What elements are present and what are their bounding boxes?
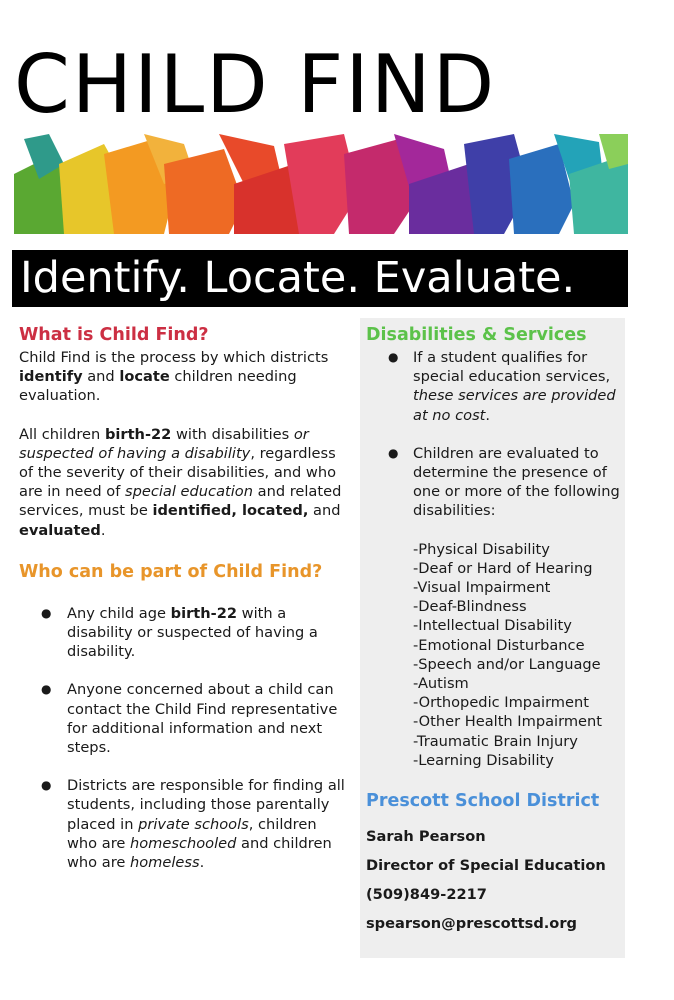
contact-email[interactable]: spearson@prescottsd.org bbox=[366, 915, 577, 933]
who-list bbox=[19, 604, 349, 872]
colorful-hands-image bbox=[14, 134, 628, 234]
disability-item: -Visual Impairment bbox=[413, 579, 551, 597]
who-heading: Who can be part of Child Find? bbox=[19, 561, 323, 582]
disability-item: -Deaf or Hard of Hearing bbox=[413, 559, 593, 577]
services-list bbox=[366, 348, 621, 521]
contact-phone[interactable]: (509)849-2217 bbox=[366, 886, 487, 904]
left-column bbox=[19, 322, 349, 891]
list-item: ● Any child age birth-22 with a disability or suspected of having a disability. bbox=[41, 604, 318, 661]
list-item: ● Children are evaluated to determine the presence of one or more of the following disabilities: bbox=[388, 444, 620, 520]
disability-item: -Intellectual Disability bbox=[413, 617, 572, 635]
disability-item: -Emotional Disturbance bbox=[413, 636, 585, 654]
what-heading: What is Child Find? bbox=[19, 325, 209, 345]
contact-name: Sarah Pearson bbox=[366, 828, 486, 846]
page-title: CHILD FIND bbox=[14, 38, 497, 131]
bullet-icon: ● bbox=[41, 605, 52, 620]
tagline-text: Identify. Locate. Evaluate. bbox=[20, 253, 576, 303]
list-item: ● Anyone concerned about a child can contact the Child Find representative for additional information and next steps. bbox=[41, 681, 338, 757]
disability-item: -Autism bbox=[413, 675, 469, 693]
disability-item: -Orthopedic Impairment bbox=[413, 694, 589, 712]
disability-item: -Deaf-Blindness bbox=[413, 598, 527, 616]
disability-item: -Learning Disability bbox=[413, 751, 554, 769]
disability-item: -Physical Disability bbox=[413, 540, 550, 558]
district-heading: Prescott School District bbox=[366, 791, 600, 812]
list-item: ● If a student qualifies for special education services, these services are provided at no cost. bbox=[388, 349, 616, 424]
bullet-icon: ● bbox=[41, 682, 52, 697]
bullet-icon: ● bbox=[41, 778, 52, 793]
what-paragraph-2: All children birth-22 with disabilities or suspected of having a disability, regardless of the severity of their disabilities, and who are in need of special education and related services, must be identified, located, and evaluated. bbox=[19, 425, 342, 539]
contact-role: Director of Special Education bbox=[366, 857, 606, 875]
tagline-banner bbox=[12, 250, 628, 307]
services-heading: Disabilities & Services bbox=[366, 325, 587, 345]
bullet-icon: ● bbox=[388, 445, 399, 460]
disability-list bbox=[366, 540, 621, 770]
right-column bbox=[366, 322, 621, 938]
bullet-icon: ● bbox=[388, 350, 399, 364]
disability-item: -Speech and/or Language bbox=[413, 655, 601, 673]
what-paragraph-1: Child Find is the process by which districts identify and locate children needing evaluation. bbox=[19, 349, 329, 405]
disability-item: -Traumatic Brain Injury bbox=[413, 732, 578, 750]
list-item: ● Districts are responsible for finding all students, including those parentally placed in private schools, children who are homeschooled and children who are homeless. bbox=[41, 777, 345, 872]
disability-item: -Other Health Impairment bbox=[413, 713, 602, 731]
